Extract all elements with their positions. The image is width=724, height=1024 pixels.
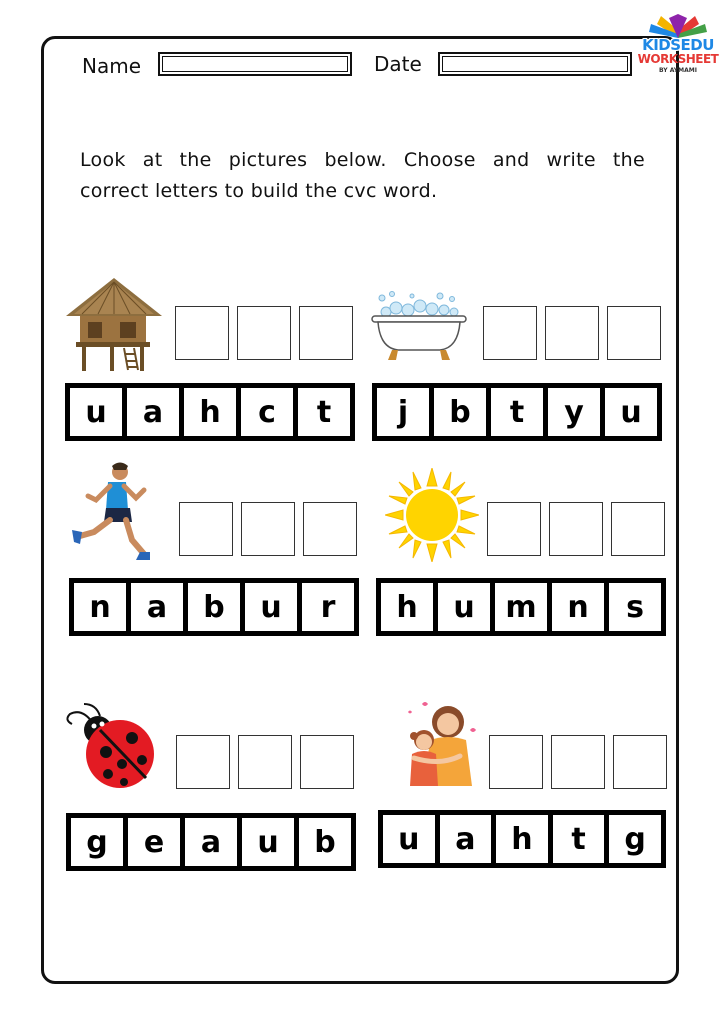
letter-tile: b xyxy=(434,388,486,436)
letter-tiles-5 xyxy=(66,813,356,871)
letter-tile: b xyxy=(299,818,351,866)
hug-icon xyxy=(400,700,480,788)
answer-input[interactable] xyxy=(612,503,664,555)
answer-input[interactable] xyxy=(239,736,291,788)
answer-boxes-1 xyxy=(175,306,353,360)
letter-tiles-4 xyxy=(376,578,666,636)
answer-box[interactable] xyxy=(238,735,292,789)
letter-tile: b xyxy=(188,583,240,631)
hut-icon xyxy=(62,276,166,372)
sun-icon xyxy=(385,468,479,562)
answer-boxes-3 xyxy=(179,502,357,556)
answer-box[interactable] xyxy=(303,502,357,556)
runner-icon xyxy=(70,460,150,564)
date-input[interactable] xyxy=(444,57,626,71)
letter-tile: u xyxy=(383,815,435,863)
name-field[interactable] xyxy=(158,52,352,76)
answer-input[interactable] xyxy=(488,503,540,555)
answer-boxes-6 xyxy=(489,735,667,789)
date-field[interactable] xyxy=(438,52,632,76)
answer-boxes-2 xyxy=(483,306,661,360)
answer-box[interactable] xyxy=(300,735,354,789)
answer-box[interactable] xyxy=(299,306,353,360)
letter-tile: r xyxy=(302,583,354,631)
instructions-line-1: Look at the pictures below. Choose and write the xyxy=(80,149,645,171)
answer-input[interactable] xyxy=(546,307,598,359)
answer-box[interactable] xyxy=(549,502,603,556)
letter-tile: c xyxy=(241,388,293,436)
answer-input[interactable] xyxy=(550,503,602,555)
answer-input[interactable] xyxy=(301,736,353,788)
instructions xyxy=(80,145,645,207)
letter-tile: t xyxy=(298,388,350,436)
answer-input[interactable] xyxy=(552,736,604,788)
letter-tile: u xyxy=(70,388,122,436)
letter-tile: h xyxy=(496,815,548,863)
letter-tile: j xyxy=(377,388,429,436)
letter-tile: g xyxy=(609,815,661,863)
logo-text-byline: BY AYMAMI xyxy=(659,67,697,74)
answer-input[interactable] xyxy=(176,307,228,359)
logo-text-kidsedu: KIDSEDU xyxy=(642,36,714,54)
answer-box[interactable] xyxy=(179,502,233,556)
letter-tile: a xyxy=(131,583,183,631)
answer-boxes-5 xyxy=(176,735,354,789)
letter-tile: a xyxy=(185,818,237,866)
letter-tile: y xyxy=(548,388,600,436)
letter-tiles-1 xyxy=(65,383,355,441)
answer-input[interactable] xyxy=(490,736,542,788)
answer-box[interactable] xyxy=(175,306,229,360)
letter-tiles-2 xyxy=(372,383,662,441)
answer-box[interactable] xyxy=(176,735,230,789)
answer-input[interactable] xyxy=(242,503,294,555)
letter-tile: t xyxy=(491,388,543,436)
answer-box[interactable] xyxy=(489,735,543,789)
answer-input[interactable] xyxy=(484,307,536,359)
answer-boxes-4 xyxy=(487,502,665,556)
letter-tile: e xyxy=(128,818,180,866)
date-label: Date xyxy=(374,52,422,76)
letter-tile: m xyxy=(495,583,547,631)
letter-tile: a xyxy=(127,388,179,436)
letter-tile: n xyxy=(74,583,126,631)
answer-box[interactable] xyxy=(487,502,541,556)
answer-input[interactable] xyxy=(614,736,666,788)
letter-tile: t xyxy=(553,815,605,863)
letter-tile: g xyxy=(71,818,123,866)
bathtub-icon xyxy=(368,290,470,362)
logo-text-worksheet: WORKSHEET xyxy=(637,52,719,66)
letter-tile: u xyxy=(438,583,490,631)
answer-box[interactable] xyxy=(241,502,295,556)
letter-tile: u xyxy=(242,818,294,866)
name-label: Name xyxy=(82,54,142,78)
letter-tiles-6 xyxy=(378,810,666,868)
answer-input[interactable] xyxy=(177,736,229,788)
kidsedu-logo xyxy=(637,12,719,78)
answer-box[interactable] xyxy=(613,735,667,789)
answer-box[interactable] xyxy=(237,306,291,360)
answer-box[interactable] xyxy=(607,306,661,360)
letter-tile: h xyxy=(184,388,236,436)
name-input[interactable] xyxy=(164,57,346,71)
answer-input[interactable] xyxy=(304,503,356,555)
answer-input[interactable] xyxy=(300,307,352,359)
letter-tile: s xyxy=(609,583,661,631)
answer-box[interactable] xyxy=(551,735,605,789)
ladybug-icon xyxy=(62,700,162,792)
letter-tile: h xyxy=(381,583,433,631)
answer-box[interactable] xyxy=(483,306,537,360)
answer-box[interactable] xyxy=(545,306,599,360)
letter-tile: a xyxy=(440,815,492,863)
letter-tile: u xyxy=(245,583,297,631)
letter-tile: n xyxy=(552,583,604,631)
answer-input[interactable] xyxy=(180,503,232,555)
answer-input[interactable] xyxy=(238,307,290,359)
instructions-line-2: correct letters to build the cvc word. xyxy=(80,180,438,202)
answer-box[interactable] xyxy=(611,502,665,556)
letter-tile: u xyxy=(605,388,657,436)
answer-input[interactable] xyxy=(608,307,660,359)
letter-tiles-3 xyxy=(69,578,359,636)
